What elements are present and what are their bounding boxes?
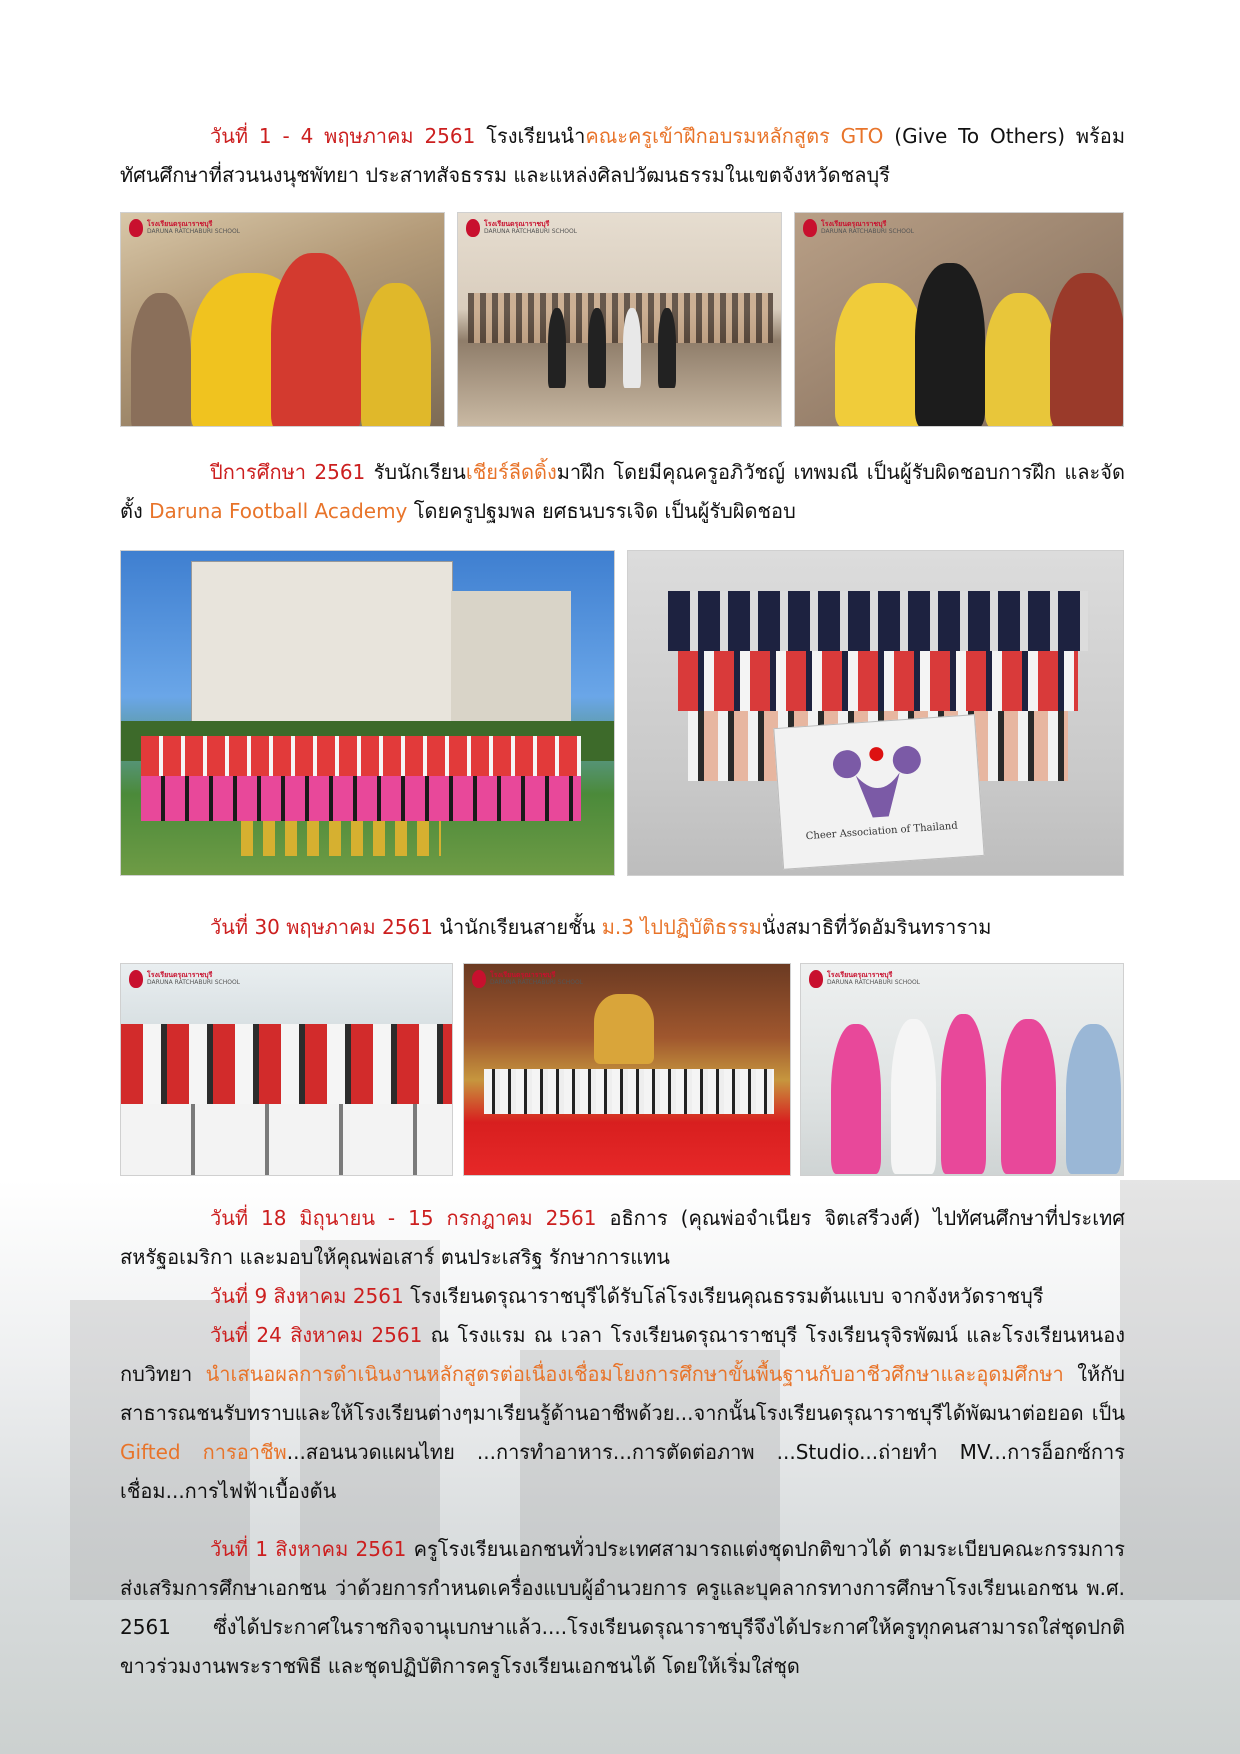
highlight-text: Gifted การอาชีพ [120, 1440, 287, 1464]
highlight-text: นำเสนอผลการดำเนินงานหลักสูตรต่อเนื่องเชื่อมโยงการศึกษาขั้นพื้นฐานกับอาชีวศึกษาและอุดมศึกษา [205, 1362, 1064, 1386]
date-text: ปีการศึกษา 2561 [210, 460, 366, 484]
paragraph-gto-training [120, 117, 1125, 195]
body-text: โรงเรียนนำ [475, 124, 586, 148]
paragraph-usa-trip [120, 1199, 1125, 1277]
school-logo: โรงเรียนดรุณาราชบุรี DARUNA RATCHABURI SCHOOL [809, 970, 920, 988]
paragraph-white-uniform [120, 1530, 1125, 1686]
body-text: โดยครูปฐมพล ยศธนบรรเจิด เป็นผู้รับผิดชอบ [407, 499, 796, 523]
school-logo: โรงเรียนดรุณาราชบุรี DARUNA RATCHABURI SCHOOL [466, 219, 577, 237]
photo-gto-hug [120, 212, 445, 427]
cheer-association-flag [773, 714, 984, 870]
school-logo: โรงเรียนดรุณาราชบุรี DARUNA RATCHABURI SCHOOL [472, 970, 583, 988]
highlight-text: เชียร์ลีดดิ้ง [465, 460, 557, 484]
body-text: โรงเรียนดรุณาราชบุรีได้รับโล่โรงเรียนคุณธรรมต้นแบบ จากจังหวัดราชบุรี [403, 1284, 1044, 1308]
body-text: (Give To Others) พร้อมทัศนศึกษาที่สวนนงนุชพัทยา ประสาทสัจธรรม และแหล่งศิลปวัฒนธรรมในเขตจังหวัดชลบุรี [120, 124, 1126, 187]
body-text: รับนักเรียน [365, 460, 466, 484]
photo-football-team [120, 550, 615, 876]
body-text: ครูโรงเรียนเอกชนทั่วประเทศสามารถแต่งชุดปกติขาวได้ ตามระเบียบคณะกรรมการส่งเสริมการศึกษาเอกชน ว่าด้วยการกำหนดเครื่องแบบผู้อำนวยการ ครูและบุคลากรทางการศึกษาโรงเรียนเอกชน พ.ศ. 2561 ซึ่งได้ประกาศในราชกิจจานุเบกษาแล้ว....โรงเรียนดรุณาราชบุรีจึงได้ประกาศให้ครูทุกคนสามารถใส่ชุดปกติขาวร่วมงานพระราชพิธี และชุดปฏิบัติการครูโรงเรียนเอกชนได้ โดยให้เริ่มใส่ชุด [120, 1537, 1125, 1678]
paragraph-cheerleading-football [120, 453, 1125, 531]
date-text: วันที่ 9 สิงหาคม 2561 [210, 1284, 404, 1308]
school-logo: โรงเรียนดรุณาราชบุรี DARUNA RATCHABURI SCHOOL [129, 219, 240, 237]
photo-temple-group [463, 963, 791, 1176]
photo-gto-activity [794, 212, 1124, 427]
body-text: ณ โรงแรม ณ เวลา โรงเรียนดรุณาราชบุรี โรงเรียนรุจิรพัฒน์ และโรงเรียนหนองกบวิทยา [120, 1323, 1125, 1386]
body-text: ...สอนนวดแผนไทย ...การทำอาหาร...การตัดต่อภาพ ...Studio...ถ่ายทำ MV...การอ็อกซ์การเชื่อม...การไฟฟ้าเบื้องต้น [120, 1440, 1125, 1503]
photo-students-queue [800, 963, 1124, 1176]
paragraph-moral-school-award [120, 1277, 1125, 1316]
date-text: วันที่ 1 - 4 พฤษภาคม 2561 [210, 124, 476, 148]
highlight-text: ม.3 ไปปฏิบัติธรรม [601, 915, 762, 939]
flag-text: Cheer Association of Thailand [805, 820, 959, 843]
body-text: อธิการ (คุณพ่อจำเนียร จิตเสรีวงศ์) ไปทัศนศึกษาที่ประเทศสหรัฐอเมริกา และมอบให้คุณพ่อเสาร์ ตนประเสริฐ รักษาการแทน [120, 1206, 1125, 1269]
highlight-text: คณะครูเข้าฝึกอบรมหลักสูตร GTO [585, 124, 884, 148]
highlight-text: Daruna Football Academy [149, 499, 408, 523]
paragraph-curriculum-presentation [120, 1316, 1125, 1511]
body-text: นั่งสมาธิที่วัดอัมรินทราราม [761, 915, 992, 939]
paragraph-dharma-practice [120, 908, 1125, 947]
cheer-association-logo-icon [774, 715, 980, 829]
date-text: วันที่ 1 สิงหาคม 2561 [210, 1537, 407, 1561]
photo-cheerleading-team [627, 550, 1124, 876]
school-logo: โรงเรียนดรุณาราชบุรี DARUNA RATCHABURI SCHOOL [129, 970, 240, 988]
body-text: มาฝึก โดยมีคุณครูอภิวัชญ์ เทพมณี เป็นผู้รับผิดชอบการฝึก และจัดตั้ง [120, 460, 1126, 523]
school-logo: โรงเรียนดรุณาราชบุรี DARUNA RATCHABURI SCHOOL [803, 219, 914, 237]
date-text: วันที่ 30 พฤษภาคม 2561 [210, 915, 433, 939]
date-text: วันที่ 24 สิงหาคม 2561 [210, 1323, 423, 1347]
photo-gto-seminar-hall [457, 212, 782, 427]
photo-classroom-students [120, 963, 453, 1176]
date-text: วันที่ 18 มิถุนายน - 15 กรกฎาคม 2561 [210, 1206, 597, 1230]
body-text: ให้กับสาธารณชนรับทราบและให้โรงเรียนต่างๆมาเรียนรู้ด้านอาชีพด้วย...จากนั้นโรงเรียนดรุณาราชบุรีได้พัฒนาต่อยอด เป็น [120, 1362, 1125, 1425]
body-text: นำนักเรียนสายชั้น [432, 915, 602, 939]
